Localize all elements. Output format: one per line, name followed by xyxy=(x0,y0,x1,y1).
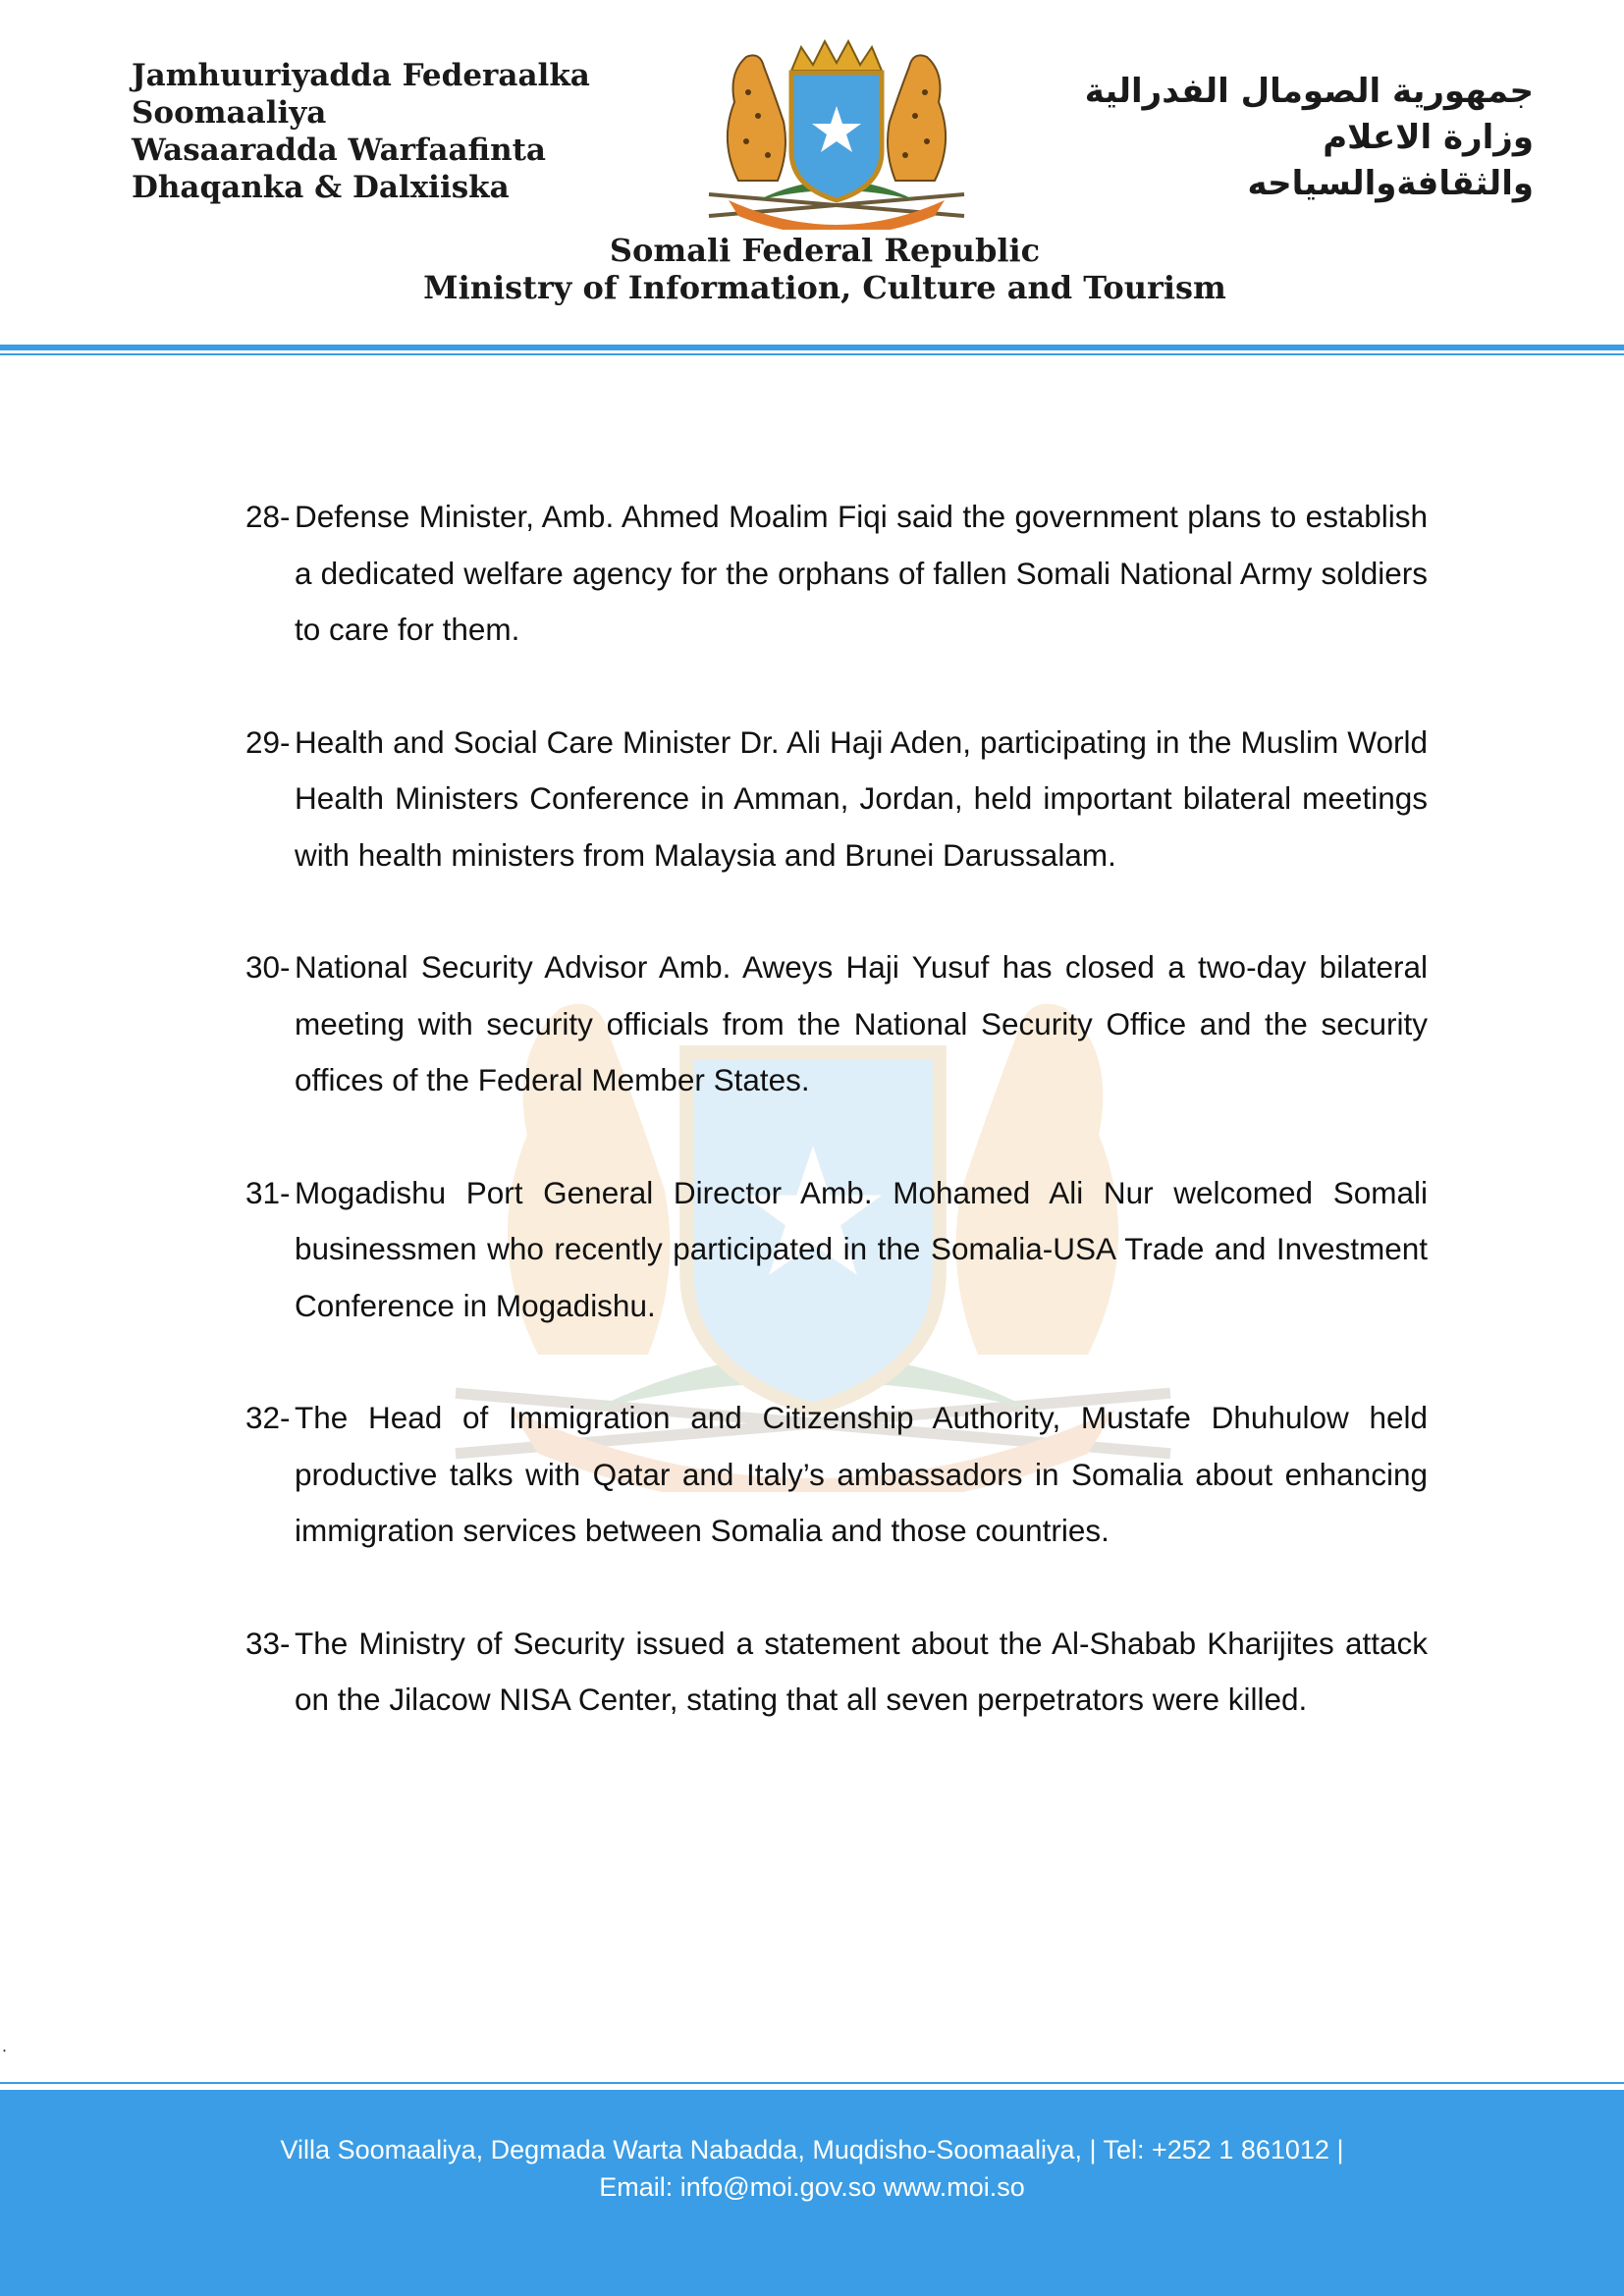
header-somali-block xyxy=(132,57,590,206)
news-item xyxy=(245,489,1428,659)
news-item xyxy=(245,1165,1428,1335)
item-number: 33- xyxy=(245,1625,291,1661)
footer-divider xyxy=(0,2082,1624,2084)
header-title: Somali Federal Republic xyxy=(609,232,1041,269)
header-subtitle: Ministry of Information, Culture and Tourism xyxy=(423,269,1226,306)
header-somali-line: Soomaaliya xyxy=(132,95,327,131)
item-text: The Ministry of Security issued a statement about the Al-Shabab Kharijites attack on the Jilacow NISA Center, stating that all seven perpetrators were killed. xyxy=(295,1625,1428,1717)
header-arabic-block xyxy=(1085,69,1534,207)
coat-of-arms-emblem xyxy=(699,33,974,230)
item-number: 29- xyxy=(245,723,291,760)
footer-address: Villa Soomaaliya, Degmada Warta Nabadda, Muqdisho-Soomaaliya, | Tel: +252 1 861012 | xyxy=(280,2135,1344,2164)
header-divider xyxy=(0,345,1624,350)
item-text: Defense Minister, Amb. Ahmed Moalim Fiqi said the government plans to establish a dedicated welfare agency for the orphans of fallen Somali National Army soldiers to care for them. xyxy=(295,499,1428,647)
item-text: National Security Advisor Amb. Aweys Haji Yusuf has closed a two-day bilateral meeting with security officials from the National Security Office and the security offices of the Federal Member States. xyxy=(295,949,1428,1097)
footer-contact: Email: info@moi.gov.so www.moi.so xyxy=(599,2172,1025,2202)
header-english-block xyxy=(0,232,1624,306)
news-item xyxy=(245,1390,1428,1560)
item-number: 32- xyxy=(245,1400,291,1435)
news-item xyxy=(245,715,1428,884)
item-text: Mogadishu Port General Director Amb. Mohamed Ali Nur welcomed Somali businessmen who recently participated in the Somalia-USA Trade and Investment Conference in Mogadishu. xyxy=(295,1174,1428,1323)
header-arabic-line: وزارة الاعلام xyxy=(1323,118,1534,157)
header-somali-line: Wasaaradda Warfaafinta xyxy=(132,133,547,168)
header-somali-line: Dhaqanka & Dalxiiska xyxy=(132,170,510,205)
item-text: The Head of Immigration and Citizenship Authority, Mustafe Dhuhulow held productive talks with Qatar and Italy’s ambassadors in Somalia about enhancing immigration services between Somalia and those countries. xyxy=(295,1400,1428,1548)
footer xyxy=(0,2090,1624,2296)
margin-mark: . xyxy=(2,2036,8,2056)
item-number: 28- xyxy=(245,499,291,534)
news-item xyxy=(245,1616,1428,1729)
item-number: 30- xyxy=(245,949,291,985)
header-arabic-line: جمهورية الصومال الفدرالية xyxy=(1084,72,1534,111)
news-item xyxy=(245,939,1428,1109)
header-somali-line: Jamhuuriyadda Federaalka xyxy=(132,58,590,93)
header-arabic-line: والثقافةوالسياحه xyxy=(1247,164,1534,203)
item-number: 31- xyxy=(245,1174,291,1210)
header-divider-thin xyxy=(0,353,1624,355)
item-text: Health and Social Care Minister Dr. Ali Haji Aden, participating in the Muslim World Health Ministers Conference in Amman, Jordan, held important bilateral meetings with health ministers from Malaysia and Brunei Darussalam. xyxy=(295,723,1428,873)
news-list xyxy=(245,489,1428,1785)
